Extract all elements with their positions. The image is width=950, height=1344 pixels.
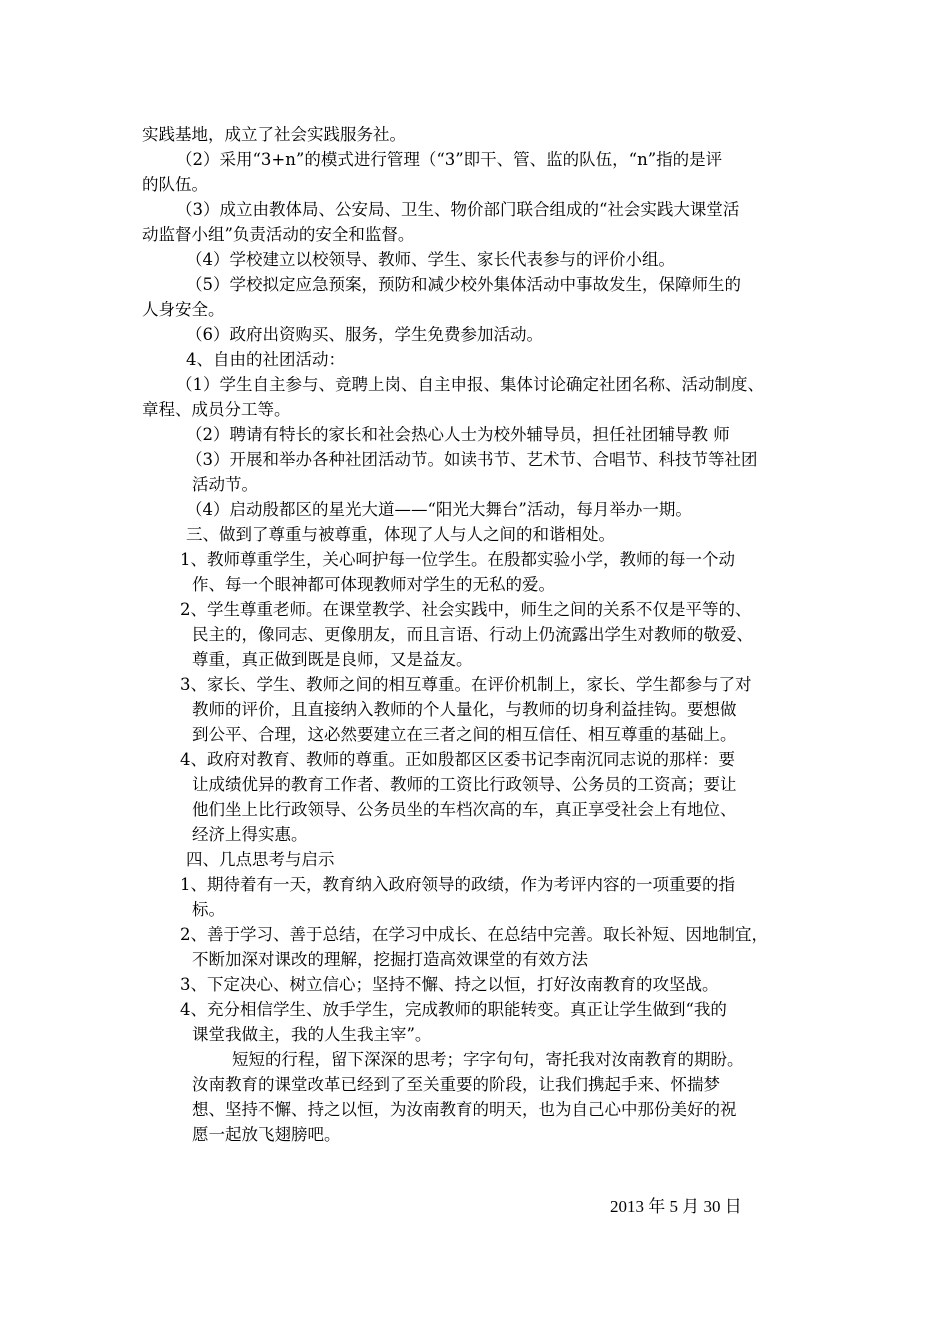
section-heading: 三、做到了尊重与被尊重，体现了人与人之间的和谐相处。	[186, 525, 615, 544]
text-line: 短短的行程，留下深深的思考；字字句句，寄托我对汝南教育的期盼。	[232, 1050, 744, 1069]
text-line: 标。	[192, 900, 225, 919]
text-line: 人身安全。	[142, 300, 225, 319]
text-line: 章程、成员分工等。	[142, 400, 291, 419]
text-line: （2）聘请有特长的家长和社会热心人士为校外辅导员，担任社团辅导教 师	[186, 425, 730, 444]
text-line: （5）学校拟定应急预案，预防和减少校外集体活动中事故发生，保障师生的	[186, 275, 741, 294]
text-line: 1、教师尊重学生，关心呵护每一位学生。在殷都实验小学，教师的每一个动	[180, 550, 735, 569]
text-line: 动监督小组”负责活动的安全和监督。	[142, 225, 415, 244]
text-line: 4、政府对教育、教师的尊重。正如殷都区区委书记李南沉同志说的那样：要	[180, 750, 735, 769]
text-line: 2、善于学习、善于总结，在学习中成长、在总结中完善。取长补短、因地制宜，	[180, 925, 768, 944]
text-line: 活动节。	[192, 475, 258, 494]
text-line: （3）成立由教体局、公安局、卫生、物价部门联合组成的“社会实践大课堂活	[176, 200, 740, 219]
section-heading: 4、自由的社团活动：	[186, 350, 345, 369]
text-line: （4）启动殷都区的星光大道——“阳光大舞台”活动，每月举办一期。	[186, 500, 692, 519]
text-line: （3）开展和举办各种社团活动节。如读书节、艺术节、合唱节、科技节等社团	[186, 450, 758, 469]
text-line: 课堂我做主，我的人生我主宰”。	[192, 1025, 432, 1044]
text-line: 教师的评价，且直接纳入教师的个人量化，与教师的切身利益挂钩。要想做	[192, 700, 737, 719]
text-line: 3、家长、学生、教师之间的相互尊重。在评价机制上，家长、学生都参与了对	[180, 675, 752, 694]
text-line: 民主的，像同志、更像朋友，而且言语、行动上仍流露出学生对教师的敬爱、	[192, 625, 753, 644]
document-date: 2013 年 5 月 30 日	[610, 1197, 742, 1216]
text-line: 实践基地，成立了社会实践服务社。	[142, 125, 406, 144]
text-line: 到公平、合理，这必然要建立在三者之间的相互信任、相互尊重的基础上。	[192, 725, 737, 744]
text-line: 1、期待着有一天，教育纳入政府领导的政绩，作为考评内容的一项重要的指	[180, 875, 735, 894]
text-line: 作、每一个眼神都可体现教师对学生的无私的爱。	[192, 575, 555, 594]
text-line: 愿一起放飞翅膀吧。	[192, 1125, 341, 1144]
text-line: 2、学生尊重老师。在课堂教学、社会实践中，师生之间的关系不仅是平等的、	[180, 600, 752, 619]
text-line: 他们坐上比行政领导、公务员坐的车档次高的车，真正享受社会上有地位、	[192, 800, 737, 819]
text-line: （4）学校建立以校领导、教师、学生、家长代表参与的评价小组。	[186, 250, 675, 269]
text-line: 不断加深对课改的理解，挖掘打造高效课堂的有效方法	[192, 950, 588, 969]
text-line: （6）政府出资购买、服务，学生免费参加活动。	[186, 325, 543, 344]
text-line: 尊重，真正做到既是良师，又是益友。	[192, 650, 473, 669]
text-line: 让成绩优异的教育工作者、教师的工资比行政领导、公务员的工资高；要让	[192, 775, 737, 794]
text-line: （1）学生自主参与、竞聘上岗、自主申报、集体讨论确定社团名称、活动制度、	[176, 375, 764, 394]
text-line: 3、下定决心、树立信心；坚持不懈、持之以恒，打好汝南教育的攻坚战。	[180, 975, 719, 994]
section-heading: 四、几点思考与启示	[186, 850, 335, 869]
text-line: 汝南教育的课堂改革已经到了至关重要的阶段，让我们携起手来、怀揣梦	[192, 1075, 720, 1094]
text-line: 4、充分相信学生、放手学生，完成教师的职能转变。真正让学生做到“我的	[180, 1000, 727, 1019]
text-line: 经济上得实惠。	[192, 825, 308, 844]
text-line: （2）采用“3+n”的模式进行管理（“3”即干、管、监的队伍，“n”指的是评	[176, 150, 723, 169]
text-line: 想、坚持不懈、持之以恒，为汝南教育的明天，也为自己心中那份美好的祝	[192, 1100, 737, 1119]
text-line: 的队伍。	[142, 175, 208, 194]
